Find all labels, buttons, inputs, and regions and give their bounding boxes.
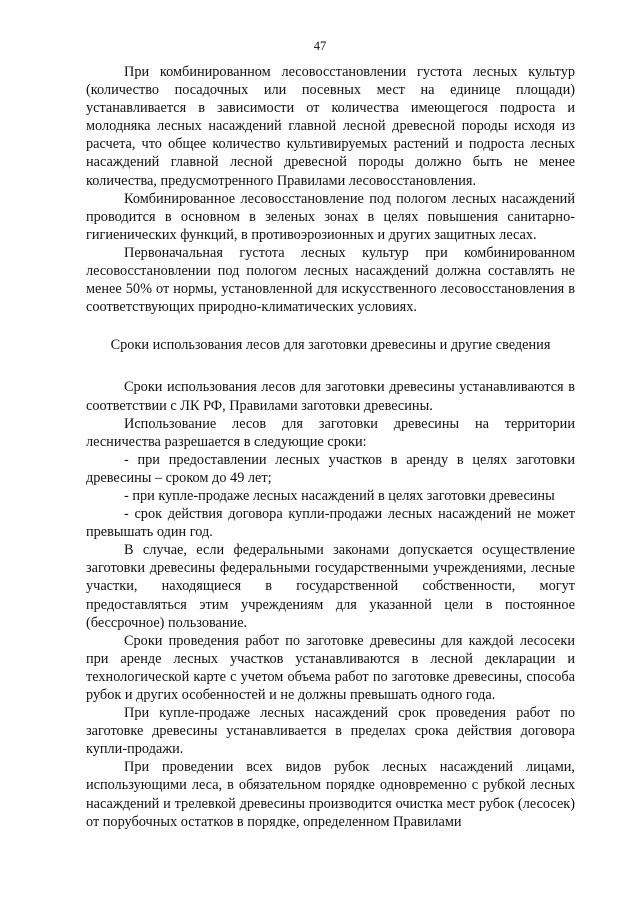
paragraph: Комбинированное лесовосстановление под пологом лесных насаждений проводится в основном в зеленых зонах в целях повышения санитарно-гигиенических функций, в противоэрозионных и других защитных лесах.: [86, 190, 575, 243]
paragraph: Использование лесов для заготовки древесины на территории лесничества разрешается в следующие сроки:: [86, 415, 575, 450]
document-body: [86, 63, 575, 831]
paragraph: При купле-продаже лесных насаждений срок проведения работ по заготовке древесины устанавливается в пределах срока действия договора купли-продажи.: [86, 705, 575, 758]
section-heading: Сроки использования лесов для заготовки древесины и другие сведения: [110, 337, 551, 354]
paragraph: Первоначальная густота лесных культур при комбинированном лесовосстановлении под пологом лесных насаждений должна составлять не менее 50% от нормы, установленной для искусственного лесовосстановления в соответствующих природно-климатических условиях.: [86, 244, 575, 316]
paragraph: При проведении всех видов рубок лесных насаждений лицами, использующими леса, в обязательном порядке одновременно с рубкой лесных насаждений и трелевкой древесины производится очистка мест рубок (лесосек) от порубочных остатков в порядке, определенном Правилами: [86, 759, 575, 830]
list-item: - при купле-продаже лесных насаждений в целях заготовки древесины: [124, 487, 555, 504]
paragraph: Сроки использования лесов для заготовки древесины устанавливаются в соответствии с ЛК РФ, Правилами заготовки древесины.: [86, 379, 575, 414]
list-item: - срок действия договора купли-продажи лесных насаждений не может превышать один год.: [86, 506, 575, 541]
paragraph: При комбинированном лесовосстановлении густота лесных культур (количество посадочных или посевных мест на единице площади) устанавливается в зависимости от количества имеющегося подроста и молодняка лесных насаждений главной лесной древесной породы исходя из расчета, что общее количество культивируемых растений и подроста лесных насаждений главной лесной древесной породы должно быть не менее количества, предусмотренного Правилами лесовосстановления.: [86, 64, 575, 189]
paragraph: Сроки проведения работ по заготовке древесины для каждой лесосеки при аренде лесных участков устанавливаются в лесной декларации и технологической карте с учетом объема работ по заготовке древесины, способа рубок и других особенностей и не должны превышать одного года.: [86, 632, 575, 703]
page-number: 47: [313, 39, 327, 53]
paragraph: В случае, если федеральными законами допускается осуществление заготовки древесины федеральными государственными учреждениями, лесные участки, находящиеся в государственной собственности, могут предоставляться этим учреждениям для указанной цели в постоянное (бессрочное) пользование.: [86, 542, 575, 631]
list-item: - при предоставлении лесных участков в аренду в целях заготовки древесины – сроком до 49 лет;: [86, 451, 575, 486]
